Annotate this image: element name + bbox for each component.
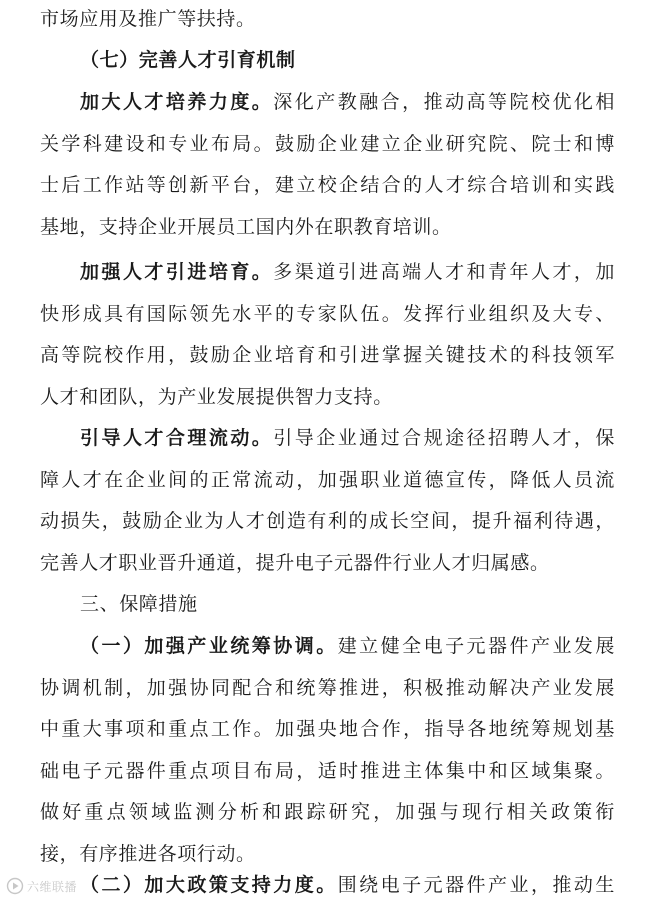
line-text: 引导企业通过合规途径招聘人才，保 [273,427,615,449]
line-text: 人才和团队，为产业发展提供智力支持。 [40,386,393,408]
line-text: 完善人才职业晋升通道，提升电子元器件行业人才归属感。 [40,552,550,574]
line-text: 动损失，鼓励企业为人才创造有利的成长空间，提升福利待遇， [40,510,615,532]
paragraph-lead: 加大人才培养力度。 [80,91,274,113]
paragraph-line [40,550,615,576]
paragraph-line [40,6,615,32]
line-text: 障人才在企业间的正常流动，加强职业道德宣传，降低人员流 [40,469,615,491]
paragraph-line [40,799,615,825]
heading-text: （七）完善人才引育机制 [80,49,296,71]
play-logo-icon [6,877,24,895]
paragraph-lead: 引导人才合理流动。 [80,427,274,449]
line-text: 中重大事项和重点工作。加强央地合作，指导各地统筹规划基 [40,718,615,740]
paragraph-line [40,758,615,784]
line-text: 关学科建设和专业布局。鼓励企业建立企业研究院、院士和博 [40,133,615,155]
paragraph-line [40,467,615,493]
line-text: 高等院校作用，鼓励企业培育和引进掌握关键技术的科技领军 [40,344,615,366]
line-text: 础电子元器件重点项目布局，适时推进主体集中和区域集聚。 [40,760,615,782]
paragraph-lead: 加强人才引进培育。 [80,261,274,283]
heading-text: 三、保障措施 [80,593,198,615]
line-text: 士后工作站等创新平台，建立校企结合的人才综合培训和实践 [40,174,615,196]
line-text: 做好重点领域监测分析和跟踪研究，加强与现行相关政策衔 [40,801,615,823]
line-text: 快形成具有国际领先水平的专家队伍。发挥行业组织及大专、 [40,303,615,325]
paragraph-line [40,301,615,327]
line-text: 基地，支持企业开展员工国内外在职教育培训。 [40,216,452,238]
line-text: 建立健全电子元器件产业发展 [337,635,615,657]
watermark [6,876,77,896]
paragraph-line [40,342,615,368]
paragraph-line [80,259,615,285]
line-text: 协调机制，加强协同配合和统筹推进，积极推动解决产业发展 [40,677,615,699]
watermark-text: 六维联播 [27,879,78,894]
line-text: 围绕电子元器件产业，推动生 [337,874,615,896]
paragraph-line [40,172,615,198]
section-heading-7 [80,47,615,73]
paragraph-line [40,716,615,742]
paragraph-line [40,675,615,701]
paragraph-line [40,508,615,534]
line-text: 接，有序推进各项行动。 [40,843,256,865]
paragraph-line [80,89,615,115]
section-heading-3 [80,591,615,617]
paragraph-lead: （二）加大政策支持力度。 [80,874,338,896]
paragraph-line [80,633,615,659]
paragraph-line [40,384,615,410]
paragraph-lead: （一）加强产业统筹协调。 [80,635,338,657]
paragraph-line [40,131,615,157]
line-text: 多渠道引进高端人才和青年人才，加 [273,261,615,283]
paragraph-line [40,214,615,240]
paragraph-line [80,872,615,898]
paragraph-line [80,425,615,451]
line-text: 深化产教融合，推动高等院校优化相 [273,91,615,113]
paragraph-line [40,841,615,867]
line-text: 市场应用及推广等扶持。 [40,8,256,30]
